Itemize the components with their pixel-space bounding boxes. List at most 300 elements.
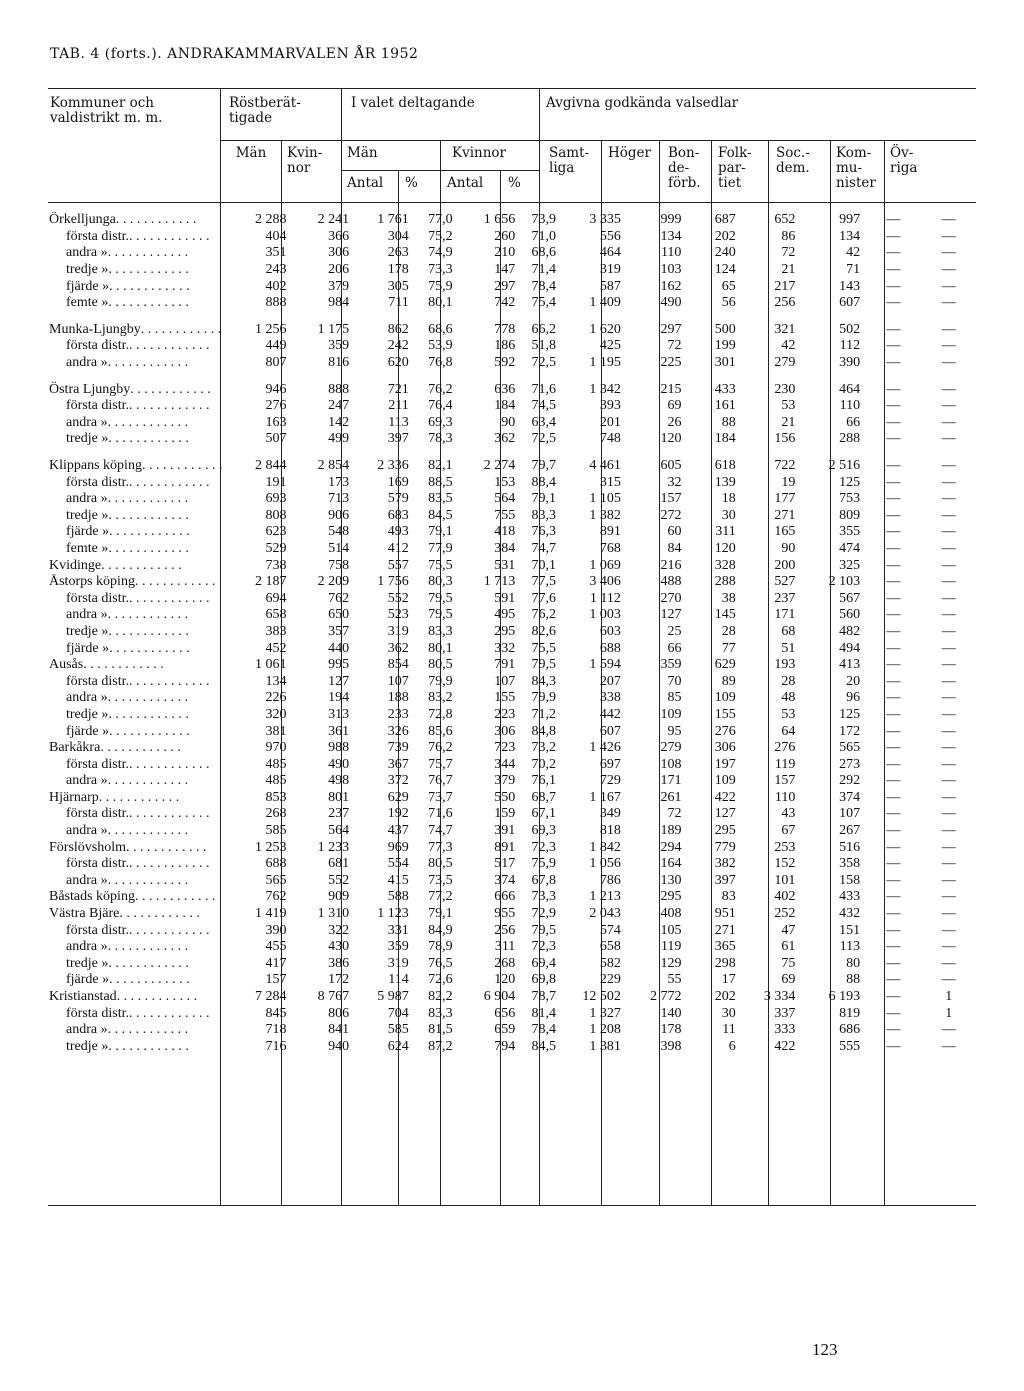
table-cell: 1 233	[317, 839, 350, 855]
table-cell: 56	[721, 295, 736, 311]
row-name: tredje ». . . . . . . . . . . .	[66, 262, 189, 278]
dot-leader: . . . . . . . . . . . .	[129, 856, 210, 872]
table-cell: 455	[265, 939, 287, 955]
table-cell: 28	[781, 673, 796, 689]
table-cell: 656	[494, 1005, 516, 1021]
page-number: 123	[812, 1340, 838, 1359]
table-cell: 71,6	[428, 806, 453, 822]
table-cell: 226	[265, 690, 287, 706]
header-vline	[601, 140, 602, 202]
spacer-row	[48, 312, 976, 322]
table-cell: 108	[660, 756, 682, 772]
table-cell: —	[886, 1022, 901, 1038]
table-cell: 84	[667, 540, 682, 556]
table-cell: 550	[494, 789, 516, 805]
table-cell: 449	[265, 338, 287, 354]
table-cell: 319	[387, 623, 409, 639]
table-cell: 659	[494, 1022, 516, 1038]
table-cell: 1 620	[589, 321, 621, 337]
table-cell: —	[886, 381, 901, 397]
table-cell: 452	[265, 640, 287, 656]
table-cell: 247	[328, 398, 350, 414]
table-cell: 585	[387, 1022, 409, 1038]
table-cell: —	[941, 806, 956, 822]
table-cell: —	[886, 557, 901, 573]
table-cell: 693	[265, 491, 287, 507]
header-vline	[341, 88, 342, 202]
table-cell: 552	[387, 590, 409, 606]
district-row	[48, 1039, 976, 1056]
municipality-row	[48, 322, 976, 339]
table-cell: 229	[599, 972, 621, 988]
table-cell: 374	[494, 872, 516, 888]
header-vline	[659, 140, 660, 202]
dot-leader: . . . . . . . . . . . .	[107, 607, 189, 623]
table-cell: 408	[660, 906, 682, 922]
municipality-row	[48, 889, 976, 906]
table-cell: 999	[660, 212, 682, 228]
table-cell: —	[886, 1038, 901, 1054]
table-cell: 686	[839, 1022, 861, 1038]
table-cell: 359	[660, 657, 682, 673]
table-cell: 694	[265, 590, 287, 606]
table-cell: —	[941, 398, 956, 414]
table-cell: 110	[839, 398, 861, 414]
table-cell: 716	[265, 1038, 287, 1054]
table-cell: 271	[714, 922, 736, 938]
table-cell: —	[886, 773, 901, 789]
dot-leader: . . . . . . . . . . . .	[126, 839, 207, 855]
table-cell: 862	[387, 321, 409, 337]
table-cell: 237	[774, 590, 796, 606]
district-row	[48, 773, 976, 790]
table-cell: 1 253	[254, 839, 287, 855]
table-cell: 210	[494, 245, 516, 261]
table-cell: 72,9	[531, 906, 557, 922]
table-cell: 143	[839, 278, 861, 294]
table-cell: 83,2	[428, 690, 453, 706]
district-row	[48, 956, 976, 973]
table-cell: 186	[494, 338, 516, 354]
district-row	[48, 474, 976, 491]
header-man: Män	[235, 145, 267, 161]
table-cell: 152	[774, 856, 796, 872]
table-cell: 372	[387, 773, 409, 789]
table-cell: 78,4	[531, 1022, 557, 1038]
table-cell: 157	[660, 491, 682, 507]
table-cell: 189	[660, 823, 682, 839]
row-name: Munka-Ljungby. . . . . . . . . . . .	[49, 321, 222, 337]
dot-leader: . . . . . . . . . . . .	[108, 431, 189, 447]
table-cell: 171	[774, 607, 796, 623]
table-cell: 276	[265, 398, 287, 414]
row-name: andra ». . . . . . . . . . . .	[66, 823, 189, 839]
table-cell: 256	[494, 922, 516, 938]
table-cell: 718	[265, 1022, 287, 1038]
table-cell: 78,7	[531, 989, 557, 1005]
table-cell: 2 209	[317, 574, 350, 590]
table-cell: —	[941, 262, 956, 278]
district-row	[48, 823, 976, 840]
table-cell: 89	[721, 673, 736, 689]
table-cell: 72,5	[531, 431, 557, 447]
table-cell: 109	[714, 773, 736, 789]
header-rostberattigade: Röstberät- tigade	[229, 95, 301, 126]
header-vline	[220, 88, 221, 202]
dot-leader: . . . . . . . . . . . .	[107, 1022, 189, 1038]
table-cell: —	[886, 939, 901, 955]
table-cell: —	[886, 245, 901, 261]
table-cell: 202	[714, 228, 736, 244]
table-cell: 82,1	[428, 458, 453, 474]
table-cell: 66	[667, 640, 682, 656]
table-cell: —	[941, 590, 956, 606]
table-cell: 1 167	[589, 789, 621, 805]
header-hoger: Höger	[608, 145, 651, 161]
district-row	[48, 590, 976, 607]
table-cell: 155	[494, 690, 516, 706]
table-cell: 79,1	[531, 491, 557, 507]
table-cell: 379	[494, 773, 516, 789]
table-cell: 2 772	[649, 989, 682, 1005]
table-cell: 490	[328, 756, 350, 772]
row-name: fjärde ». . . . . . . . . . . .	[66, 972, 190, 988]
table-cell: 816	[328, 355, 350, 371]
table-cell: 279	[660, 740, 682, 756]
table-cell: 711	[388, 295, 409, 311]
table-cell: —	[886, 321, 901, 337]
table-cell: 53,9	[428, 338, 453, 354]
table-cell: —	[941, 723, 956, 739]
table-cell: 178	[387, 262, 409, 278]
dot-leader: . . . . . . . . . . . .	[129, 338, 210, 354]
table-cell: 201	[599, 414, 621, 430]
table-cell: 119	[774, 756, 796, 772]
table-cell: 75,5	[428, 557, 453, 573]
table-cell: —	[941, 295, 956, 311]
table-cell: 636	[494, 381, 516, 397]
header-vline	[281, 140, 282, 202]
row-name: fjärde ». . . . . . . . . . . .	[66, 640, 190, 656]
table-cell: —	[941, 355, 956, 371]
table-cell: 367	[387, 756, 409, 772]
table-cell: —	[941, 889, 956, 905]
table-cell: 79,7	[531, 458, 557, 474]
row-name: första distr.. . . . . . . . . . . .	[66, 1005, 210, 1021]
table-cell: 28	[721, 623, 736, 639]
table-cell: 1 761	[377, 212, 409, 228]
table-cell: 211	[388, 398, 409, 414]
row-name: första distr.. . . . . . . . . . . .	[66, 474, 210, 490]
table-cell: —	[941, 540, 956, 556]
table-cell: 2 187	[254, 574, 287, 590]
table-cell: 3 334	[763, 989, 796, 1005]
table-cell: 629	[714, 657, 736, 673]
table-cell: —	[886, 212, 901, 228]
table-cell: —	[886, 278, 901, 294]
table-cell: 2 274	[483, 458, 516, 474]
district-row	[48, 939, 976, 956]
table-cell: —	[886, 431, 901, 447]
table-cell: 1 419	[254, 906, 287, 922]
row-name: första distr.. . . . . . . . . . . .	[66, 806, 210, 822]
dot-leader: . . . . . . . . . . . .	[107, 690, 189, 706]
table-cell: 1 208	[589, 1022, 621, 1038]
table-cell: 78,9	[428, 939, 453, 955]
table-cell: 253	[774, 839, 796, 855]
table-cell: 624	[387, 1038, 409, 1054]
table-cell: 120	[714, 540, 736, 556]
table-cell: 739	[387, 740, 409, 756]
district-row	[48, 262, 976, 279]
table-cell: 80	[846, 955, 861, 971]
table-cell: 791	[494, 657, 516, 673]
table-cell: 72,5	[531, 355, 557, 371]
table-cell: 315	[599, 474, 621, 490]
header-avgivna: Avgivna godkända valsedlar	[546, 95, 739, 111]
table-cell: 32	[667, 474, 682, 490]
table-cell: 75	[781, 955, 796, 971]
district-row	[48, 508, 976, 525]
table-cell: 194	[328, 690, 350, 706]
municipality-row	[48, 557, 976, 574]
table-cell: 76,4	[428, 398, 453, 414]
table-cell: 1 656	[483, 212, 516, 228]
table-cell: 517	[494, 856, 516, 872]
dot-leader: . . . . . . . . . . . .	[83, 657, 164, 673]
table-cell: —	[886, 355, 901, 371]
table-cell: 206	[328, 262, 350, 278]
row-name: tredje ». . . . . . . . . . . .	[66, 706, 189, 722]
table-cell: 48	[781, 690, 796, 706]
dot-leader: . . . . . . . . . . . .	[129, 1005, 210, 1021]
header-pct: %	[405, 175, 418, 191]
table-cell: 159	[494, 806, 516, 822]
table-cell: 297	[660, 321, 682, 337]
row-name: andra ». . . . . . . . . . . .	[66, 607, 189, 623]
table-cell: 1 069	[589, 557, 621, 573]
district-row	[48, 640, 976, 657]
table-cell: 338	[599, 690, 621, 706]
table-cell: 288	[839, 431, 861, 447]
table-cell: 397	[387, 431, 409, 447]
dot-leader: . . . . . . . . . . . .	[101, 557, 182, 573]
table-cell: —	[941, 690, 956, 706]
table-cell: —	[941, 1038, 956, 1054]
table-cell: 440	[328, 640, 350, 656]
table-cell: 81,5	[428, 1022, 453, 1038]
table-cell: 891	[494, 839, 516, 855]
table-cell: 237	[328, 806, 350, 822]
table-title-label: TAB. 4 (forts.).	[50, 46, 163, 62]
table-cell: 523	[387, 607, 409, 623]
table-cell: 79,1	[428, 524, 453, 540]
table-cell: 157	[774, 773, 796, 789]
table-cell: 337	[774, 1005, 796, 1021]
table-cell: 107	[494, 673, 516, 689]
table-cell: 77,9	[428, 540, 453, 556]
table-cell: 853	[265, 789, 287, 805]
table-cell: 1 756	[377, 574, 409, 590]
table-cell: 397	[714, 872, 736, 888]
table-cell: 73,9	[531, 212, 557, 228]
table-cell: 67	[781, 823, 796, 839]
table-cell: 326	[387, 723, 409, 739]
table-cell: —	[886, 856, 901, 872]
table-cell: 386	[328, 955, 350, 971]
row-name: Kvidinge. . . . . . . . . . . .	[49, 557, 182, 573]
table-cell: 306	[494, 723, 516, 739]
table-cell: 288	[714, 574, 736, 590]
table-cell: —	[886, 723, 901, 739]
dot-leader: . . . . . . . . . . . .	[109, 524, 190, 540]
table-cell: 80,5	[428, 856, 453, 872]
table-cell: 207	[599, 673, 621, 689]
table-cell: 192	[387, 806, 409, 822]
table-cell: 42	[846, 245, 861, 261]
table-cell: 498	[328, 773, 350, 789]
row-name: Åstorps köping. . . . . . . . . . . .	[49, 574, 216, 590]
municipality-row	[48, 657, 976, 674]
district-row	[48, 922, 976, 939]
table-cell: 86	[781, 228, 796, 244]
table-cell: 951	[714, 906, 736, 922]
table-cell: —	[886, 673, 901, 689]
table-cell: 163	[265, 414, 287, 430]
table-cell: 76,2	[428, 381, 453, 397]
header-antal: Antal	[347, 175, 384, 191]
table-cell: 365	[714, 939, 736, 955]
table-cell: 688	[599, 640, 621, 656]
table-cell: 311	[494, 939, 516, 955]
table-cell: 51,8	[531, 338, 557, 354]
table-cell: 69	[781, 972, 796, 988]
row-name: tredje ». . . . . . . . . . . .	[66, 431, 189, 447]
district-row	[48, 806, 976, 823]
table-cell: 76,2	[531, 607, 557, 623]
table-cell: 1 342	[589, 381, 621, 397]
table-cell: 1 594	[589, 657, 621, 673]
row-name: andra ». . . . . . . . . . . .	[66, 245, 189, 261]
table-cell: 155	[714, 706, 736, 722]
table-cell: 230	[774, 381, 796, 397]
table-cell: 191	[265, 474, 287, 490]
table-cell: 1 256	[254, 321, 287, 337]
table-cell: 74,7	[428, 823, 453, 839]
district-row	[48, 856, 976, 873]
table-cell: 697	[599, 756, 621, 772]
table-cell: 722	[774, 458, 796, 474]
district-row	[48, 873, 976, 890]
table-title-text: ANDRAKAMMARVALEN ÅR 1952	[167, 46, 419, 62]
table-cell: 74,5	[531, 398, 557, 414]
table-cell: 1 213	[589, 889, 621, 905]
row-name: andra ». . . . . . . . . . . .	[66, 414, 189, 430]
table-cell: 79,5	[428, 607, 453, 623]
district-row	[48, 229, 976, 246]
district-row	[48, 295, 976, 312]
table-cell: 156	[774, 431, 796, 447]
table-cell: 845	[265, 1005, 287, 1021]
table-cell: 85,6	[428, 723, 453, 739]
table-cell: 114	[388, 972, 409, 988]
table-cell: —	[941, 823, 956, 839]
row-name: andra ». . . . . . . . . . . .	[66, 773, 189, 789]
table-cell: —	[886, 491, 901, 507]
table-cell: —	[941, 212, 956, 228]
table-cell: 125	[839, 706, 861, 722]
dot-leader: . . . . . . . . . . . .	[109, 640, 190, 656]
table-cell: 55	[667, 972, 682, 988]
table-cell: —	[941, 278, 956, 294]
table-cell: 748	[599, 431, 621, 447]
dot-leader: . . . . . . . . . . . .	[134, 574, 216, 590]
dot-leader: . . . . . . . . . . . .	[98, 789, 180, 805]
table-cell: 390	[265, 922, 287, 938]
table-cell: 295	[660, 889, 682, 905]
table-cell: —	[886, 989, 901, 1005]
table-cell: 681	[328, 856, 350, 872]
table-cell: 145	[714, 607, 736, 623]
table-cell: 362	[387, 640, 409, 656]
table-cell: 74,9	[428, 245, 453, 261]
district-row	[48, 673, 976, 690]
table-cell: —	[941, 1022, 956, 1038]
table-cell: 273	[839, 756, 861, 772]
group-subrule	[220, 140, 976, 141]
table-cell: —	[941, 972, 956, 988]
table-cell: 69,3	[428, 414, 453, 430]
table-cell: —	[941, 673, 956, 689]
table-cell: 425	[599, 338, 621, 354]
table-cell: 585	[265, 823, 287, 839]
table-cell: 73,3	[428, 262, 453, 278]
table-cell: —	[886, 872, 901, 888]
table-cell: 355	[839, 524, 861, 540]
table-cell: 1 409	[589, 295, 621, 311]
table-cell: 482	[839, 623, 861, 639]
table-cell: 113	[839, 939, 861, 955]
table-cell: 109	[660, 706, 682, 722]
table-cell: —	[941, 245, 956, 261]
table-cell: 83,3	[531, 507, 557, 523]
table-cell: 200	[774, 557, 796, 573]
table-cell: 382	[714, 856, 736, 872]
table-cell: —	[886, 972, 901, 988]
table-cell: 70,2	[531, 756, 557, 772]
dot-leader: . . . . . . . . . . . .	[108, 706, 189, 722]
table-cell: 83,5	[428, 491, 453, 507]
table-cell: 393	[599, 398, 621, 414]
table-cell: —	[886, 414, 901, 430]
table-cell: 359	[387, 939, 409, 955]
table-cell: 216	[660, 557, 682, 573]
table-cell: 87,2	[428, 1038, 453, 1054]
header-vline	[830, 140, 831, 202]
table-cell: 178	[660, 1022, 682, 1038]
row-name: andra ». . . . . . . . . . . .	[66, 355, 189, 371]
table-cell: —	[886, 474, 901, 490]
dot-leader: . . . . . . . . . . . .	[107, 773, 189, 789]
table-cell: 242	[387, 338, 409, 354]
dot-leader: . . . . . . . . . . . .	[109, 278, 190, 294]
table-cell: 276	[714, 723, 736, 739]
table-cell: 1 310	[317, 906, 350, 922]
row-name: tredje ». . . . . . . . . . . .	[66, 623, 189, 639]
table-cell: 464	[599, 245, 621, 261]
table-cell: 527	[774, 574, 796, 590]
table-cell: —	[941, 872, 956, 888]
